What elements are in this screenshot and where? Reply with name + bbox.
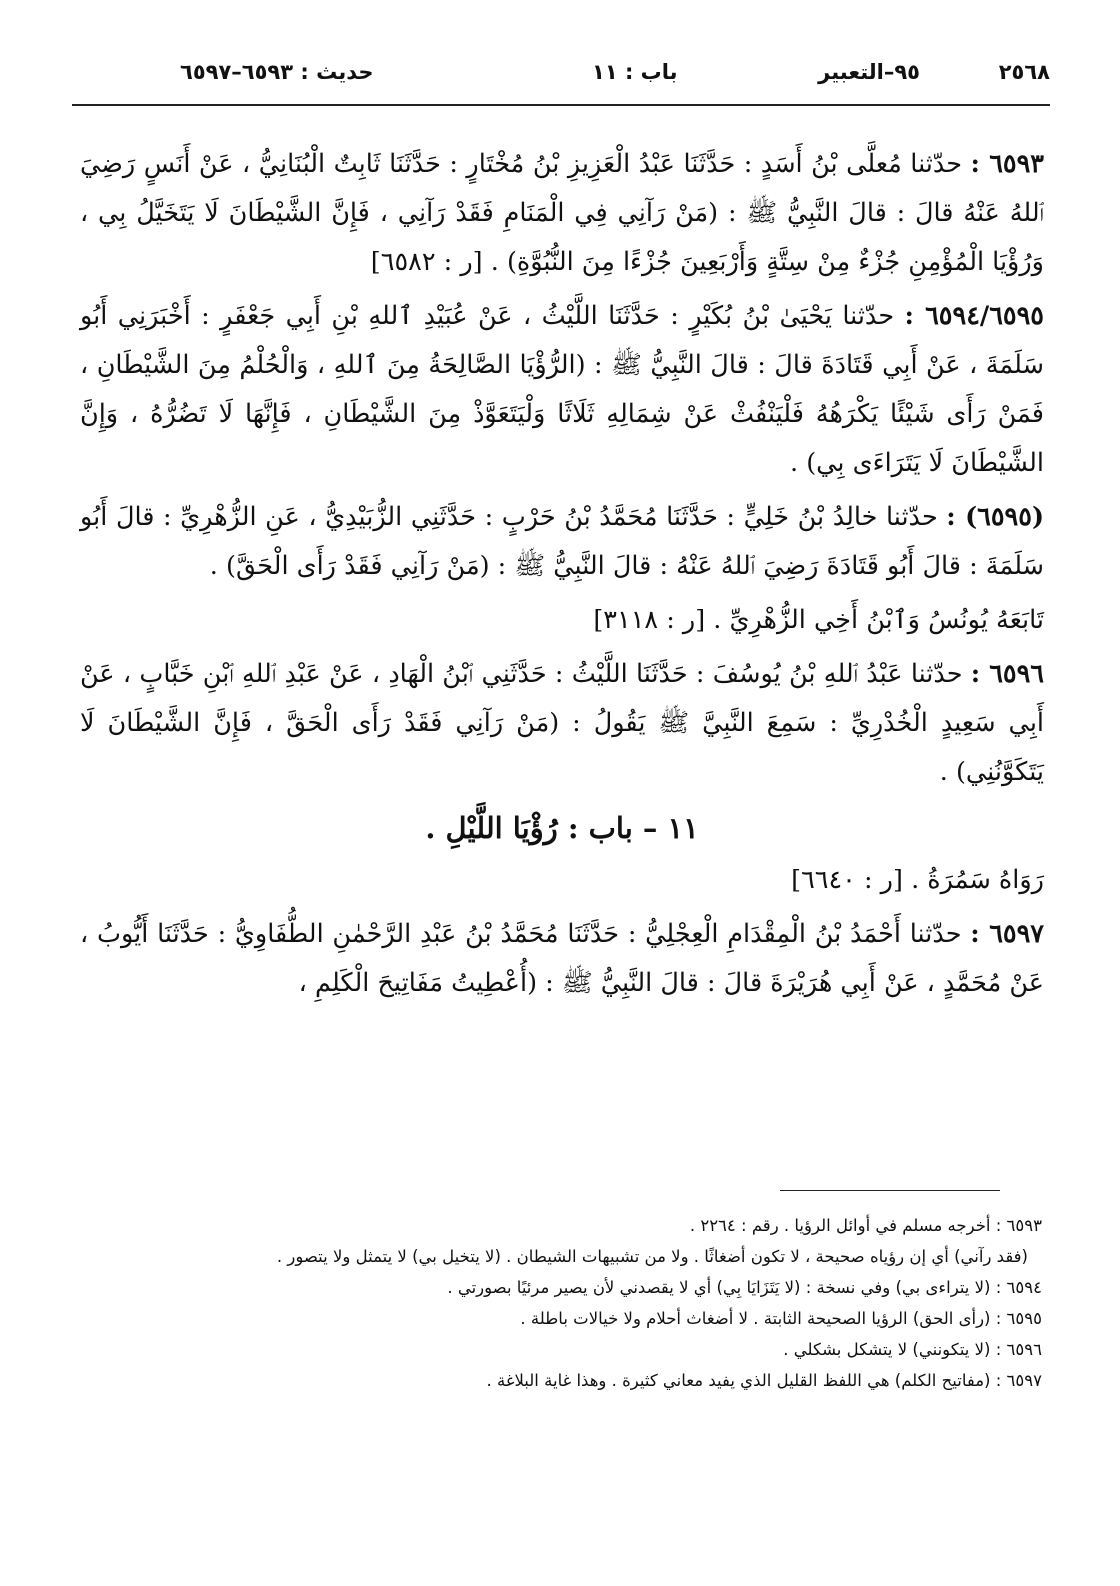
- chapter-name: ٩٥–التعبير: [818, 60, 920, 84]
- hadith-number: (٦٥٩٥) :: [946, 502, 1045, 532]
- footnotes: [92, 1210, 1042, 1396]
- footnote: (فقد رآني) أي إن رؤياه صحيحة ، لا تكون أضغاثًا . ولا من تشبيهات الشيطان . (لا يتخيل بي) لا يتمثل ولا يتصور .: [276, 1247, 1028, 1266]
- footnote: ٦٥٩٥ : (رأى الحق) الرؤيا الصحيحة الثابتة . لا أضغاث أحلام ولا خيالات باطلة .: [520, 1309, 1042, 1328]
- footnote: ٦٥٩٦ : (لا يتكونني) لا يتشكل بشكلي .: [783, 1340, 1042, 1359]
- rawahu-line: [80, 856, 1044, 905]
- hadith-number: ٦٥٩٦ :: [970, 659, 1045, 689]
- hadith-paragraph: [80, 292, 1044, 488]
- hadith-paragraph: [80, 650, 1044, 797]
- hadith-paragraph: [80, 910, 1044, 1008]
- hadith-paragraph: [80, 596, 1044, 645]
- hadith-text: حدّثنا يَحْيَىٰ بْنُ بُكَيْرٍ : حَدَّثَنَا اللَّيْثُ ، عَنْ عُبَيْدِ ٱللهِ بْنِ أَبِي جَعْفَرٍ : أَخْبَرَنِي أَبُو سَلَمَةَ ، عَنْ أَبِي قَتَادَةَ قالَ : قالَ النَّبِيُّ ﷺ : (الرُّؤْيَا الصَّالِحَةُ مِنَ ٱللهِ ، وَالْحُلْمُ مِنَ الشَّيْطَانِ ، فَمَنْ رَأَى شَيْئًا يَكْرَهُهُ فَلْيَنْفُثْ عَنْ شِمَالِهِ ثَلَاثًا وَلْيَتَعَوَّذْ مِنَ الشَّيْطَانِ ، فَإِنَّهَا لَا تَضُرُّهُ ، وَإِنَّ الشَّيْطَانَ لَا يَتَرَاءَى بِي) .: [80, 301, 1044, 478]
- hadith-number: ٦٥٩٧ :: [970, 919, 1044, 949]
- hadith-text: حدّثنا خالِدُ بْنُ خَلِيٍّ : حَدَّثَنَا مُحَمَّدُ بْنُ حَرْبٍ : حَدَّثَنِي الزُّبَيْدِيُّ ، عَنِ الزُّهْرِيِّ : قالَ أَبُو سَلَمَةَ : قالَ أَبُو قَتَادَةَ رَضِيَ ٱللهُ عَنْهُ : قالَ النَّبِيُّ ﷺ : (مَنْ رَآنِي فَقَدْ رَأَى الْحَقَّ) .: [80, 502, 1044, 581]
- footnote-divider: [780, 1190, 1000, 1191]
- hadith-text: حدّثنا مُعلَّى بْنُ أَسَدٍ : حَدَّثَنَا عَبْدُ الْعَزِيزِ بْنُ مُخْتَارٍ : حَدَّثَنَا ثَابِتٌ الْبُنَانِيُّ ، عَنْ أَنَسٍ رَضِيَ ٱللهُ عَنْهُ قالَ : قالَ النَّبِيُّ ﷺ : (مَنْ رَآنِي فِي الْمَنَامِ فَقَدْ رَآنِي ، فَإِنَّ الشَّيْطَانَ لَا يَتَخَيَّلُ بِي ، وَرُؤْيَا الْمُؤْمِنِ جُزْءٌ مِنْ سِتَّةٍ وَأَرْبَعِينَ جُزْءًا مِنَ النُّبُوَّةِ) .: [80, 149, 1044, 277]
- footnote: ٦٥٩٣ : أخرجه مسلم في أوائل الرؤيا . رقم : ٢٢٦٤ .: [689, 1216, 1042, 1235]
- page-header: [72, 52, 1050, 106]
- hadith-text: تَابَعَهُ يُونُسُ وَٱبْنُ أَخِي الزُّهْرِيِّ .: [713, 605, 1044, 635]
- footnote: ٦٥٩٧ : (مفاتيح الكلم) هي اللفظ القليل الذي يفيد معاني كثيرة . وهذا غاية البلاغة .: [486, 1371, 1042, 1390]
- hadith-number: ٦٥٩٣ :: [970, 149, 1044, 179]
- hadith-text: حدّثنا أَحْمَدُ بْنُ الْمِقْدَامِ الْعِجْلِيُّ : حَدَّثَنَا مُحَمَّدُ بْنُ عَبْدِ الرَّحْمٰنِ الطُّفَاوِيُّ : حَدَّثَنَا أَيُّوبُ ، عَنْ مُحَمَّدٍ ، عَنْ أَبِي هُرَيْرَةَ قالَ : قالَ النَّبِيُّ ﷺ : (أُعْطِيتُ مَفَاتِيحَ الْكَلِمِ ،: [80, 919, 1044, 998]
- cross-reference: [ر : ٦٦٤٠]: [791, 865, 903, 895]
- hadith-number: ٦٥٩٤/٦٥٩٥ :: [904, 301, 1044, 331]
- cross-reference: [ر : ٣١١٨]: [593, 605, 706, 635]
- hadith-paragraph: [80, 493, 1044, 591]
- chapter-heading: ١١ – باب : رُؤْيَا اللَّيْلِ .: [425, 811, 699, 845]
- cross-reference: [ر : ٦٥٨٢]: [370, 247, 483, 277]
- footnote: ٦٥٩٤ : (لا يتراءى بي) وفي نسخة : (لا يَتَزَايَا بِي) أي لا يقصدني لأن يصير مرئيًا بصورتي .: [447, 1278, 1042, 1297]
- page-number: ٢٥٦٨: [998, 60, 1050, 84]
- main-text: [80, 140, 1044, 1013]
- bab-number: باب : ١١: [592, 60, 678, 84]
- hadith-text: حدّثنا عَبْدُ ٱللهِ بْنُ يُوسُفَ : حَدَّثَنَا اللَّيْثُ : حَدَّثَنِي ٱبْنُ الْهَادِ ، عَنْ عَبْدِ ٱللهِ ٱبْنِ خَبَّابٍ ، عَنْ أَبِي سَعِيدٍ الْخُدْرِيِّ : سَمِعَ النَّبِيَّ ﷺ يَقُولُ : (مَنْ رَآنِي فَقَدْ رَأَى الْحَقَّ ، فَإِنَّ الشَّيْطَانَ لَا يَتَكَوَّنُنِي) .: [80, 659, 1044, 787]
- hadith-range: حديث : ٦٥٩٣–٦٥٩٧: [180, 60, 374, 84]
- hadith-paragraph: [80, 140, 1044, 287]
- rawahu-text: رَوَاهُ سَمُرَةُ .: [911, 865, 1044, 895]
